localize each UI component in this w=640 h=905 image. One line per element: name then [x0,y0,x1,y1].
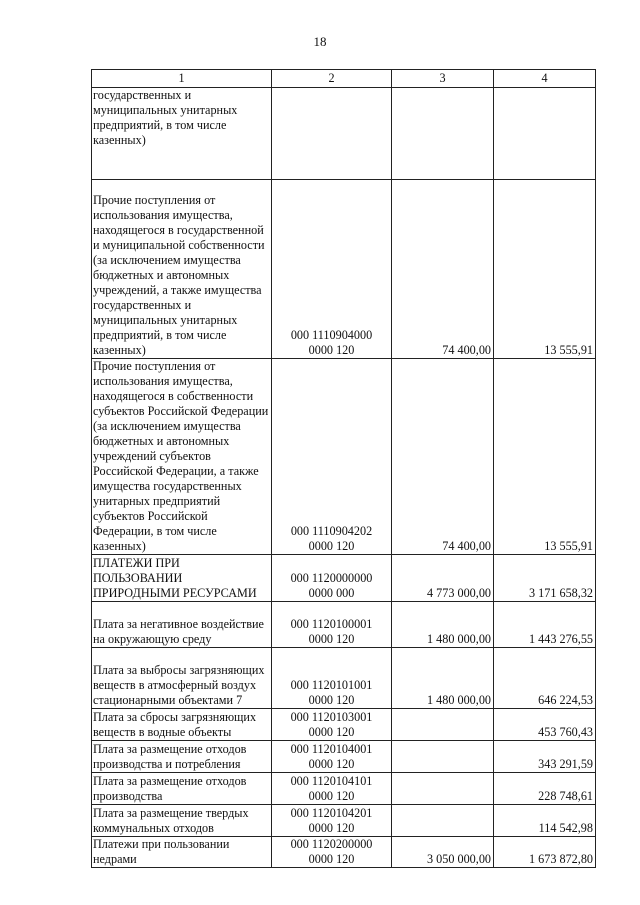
header-col-3: 3 [392,70,494,88]
row-code [272,741,392,773]
row-code [272,709,392,741]
row-actual: 1 673 872,80 [494,837,596,868]
row-plan: 4 773 000,00 [392,555,494,602]
table-row [92,88,596,180]
row-plan [392,773,494,805]
row-actual [494,88,596,180]
table-row [92,741,596,773]
page-number: 18 [313,34,327,49]
code-line-1: 000 1120104201 [290,806,373,820]
row-code [272,359,392,555]
row-code [272,805,392,837]
code-line-1: 000 1120103001 [290,710,373,724]
row-plan: 74 400,00 [392,180,494,359]
code-line-2: 0000 120 [308,693,355,707]
row-plan [392,741,494,773]
row-plan: 74 400,00 [392,359,494,555]
row-plan: 1 480 000,00 [392,602,494,648]
row-actual: 453 760,43 [494,709,596,741]
table-row [92,359,596,555]
row-name: Прочие поступления от использования имущества, находящегося в государственной и муниципальной собственности (за исключением имущества бюджетных и автономных учреждений, а также имущества государственных и муниципальных унитарных предприятий, в том числе казенных) [92,180,272,359]
row-actual: 13 555,91 [494,359,596,555]
header-col-4: 4 [494,70,596,88]
code-line-1: 000 1120200000 [290,837,373,851]
row-name: ПЛАТЕЖИ ПРИ ПОЛЬЗОВАНИИ ПРИРОДНЫМИ РЕСУРСАМИ [92,555,272,602]
code-line-1: 000 1110904000 [290,328,373,342]
row-code [272,773,392,805]
row-name: Плата за размещение отходов производства [92,773,272,805]
row-actual: 13 555,91 [494,180,596,359]
code-line-2: 0000 120 [308,757,355,771]
code-line-2: 0000 120 [308,789,355,803]
code-line-1: 000 1120101001 [290,678,373,692]
row-plan [392,88,494,180]
code-line-1: 000 1120104101 [290,774,373,788]
row-code [272,180,392,359]
table-header-row [92,70,596,88]
code-line-2: 0000 000 [308,586,355,600]
table-row [92,773,596,805]
code-line-2: 0000 120 [308,343,355,357]
header-col-2: 2 [272,70,392,88]
table-row [92,555,596,602]
row-plan [392,805,494,837]
row-name: Плата за размещение отходов производства и потребления [92,741,272,773]
code-line-1: 000 1110904202 [290,524,373,538]
row-name: Плата за выбросы загрязняющих веществ в атмосферный воздух стационарными объектами 7 [92,648,272,709]
table-row [92,602,596,648]
row-code [272,88,392,180]
code-line-2: 0000 120 [308,539,355,553]
header-col-1: 1 [92,70,272,88]
row-plan: 1 480 000,00 [392,648,494,709]
code-line-1: 000 1120100001 [290,617,373,631]
revenue-table-container [91,69,595,868]
code-line-2: 0000 120 [308,852,355,866]
row-actual: 646 224,53 [494,648,596,709]
table-row [92,837,596,868]
row-actual: 3 171 658,32 [494,555,596,602]
table-row [92,709,596,741]
row-actual: 343 291,59 [494,741,596,773]
row-name: Прочие поступления от использования имущества, находящегося в собственности субъектов Российской Федерации (за исключением имущества бюджетных и автономных учреждений субъектов Российской Федерации, а также имущества государственных унитарных предприятий субъектов Российской Федерации, в том числе казенных) [92,359,272,555]
row-code [272,555,392,602]
row-name: Плата за негативное воздействие на окружающую среду [92,602,272,648]
row-name: Плата за сбросы загрязняющих веществ в водные объекты [92,709,272,741]
code-line-1: 000 1120104001 [290,742,373,756]
row-plan [392,709,494,741]
row-name: Плата за размещение твердых коммунальных отходов [92,805,272,837]
row-plan: 3 050 000,00 [392,837,494,868]
row-code [272,837,392,868]
row-name: государственных и муниципальных унитарных предприятий, в том числе казенных) [92,88,272,180]
row-actual: 1 443 276,55 [494,602,596,648]
row-name: Платежи при пользовании недрами [92,837,272,868]
table-row [92,180,596,359]
code-line-2: 0000 120 [308,725,355,739]
row-code [272,602,392,648]
table-row [92,648,596,709]
code-line-2: 0000 120 [308,821,355,835]
row-code [272,648,392,709]
row-actual: 114 542,98 [494,805,596,837]
code-line-2: 0000 120 [308,632,355,646]
row-actual: 228 748,61 [494,773,596,805]
code-line-1: 000 1120000000 [290,571,373,585]
table-row [92,805,596,837]
revenue-table [91,69,596,868]
